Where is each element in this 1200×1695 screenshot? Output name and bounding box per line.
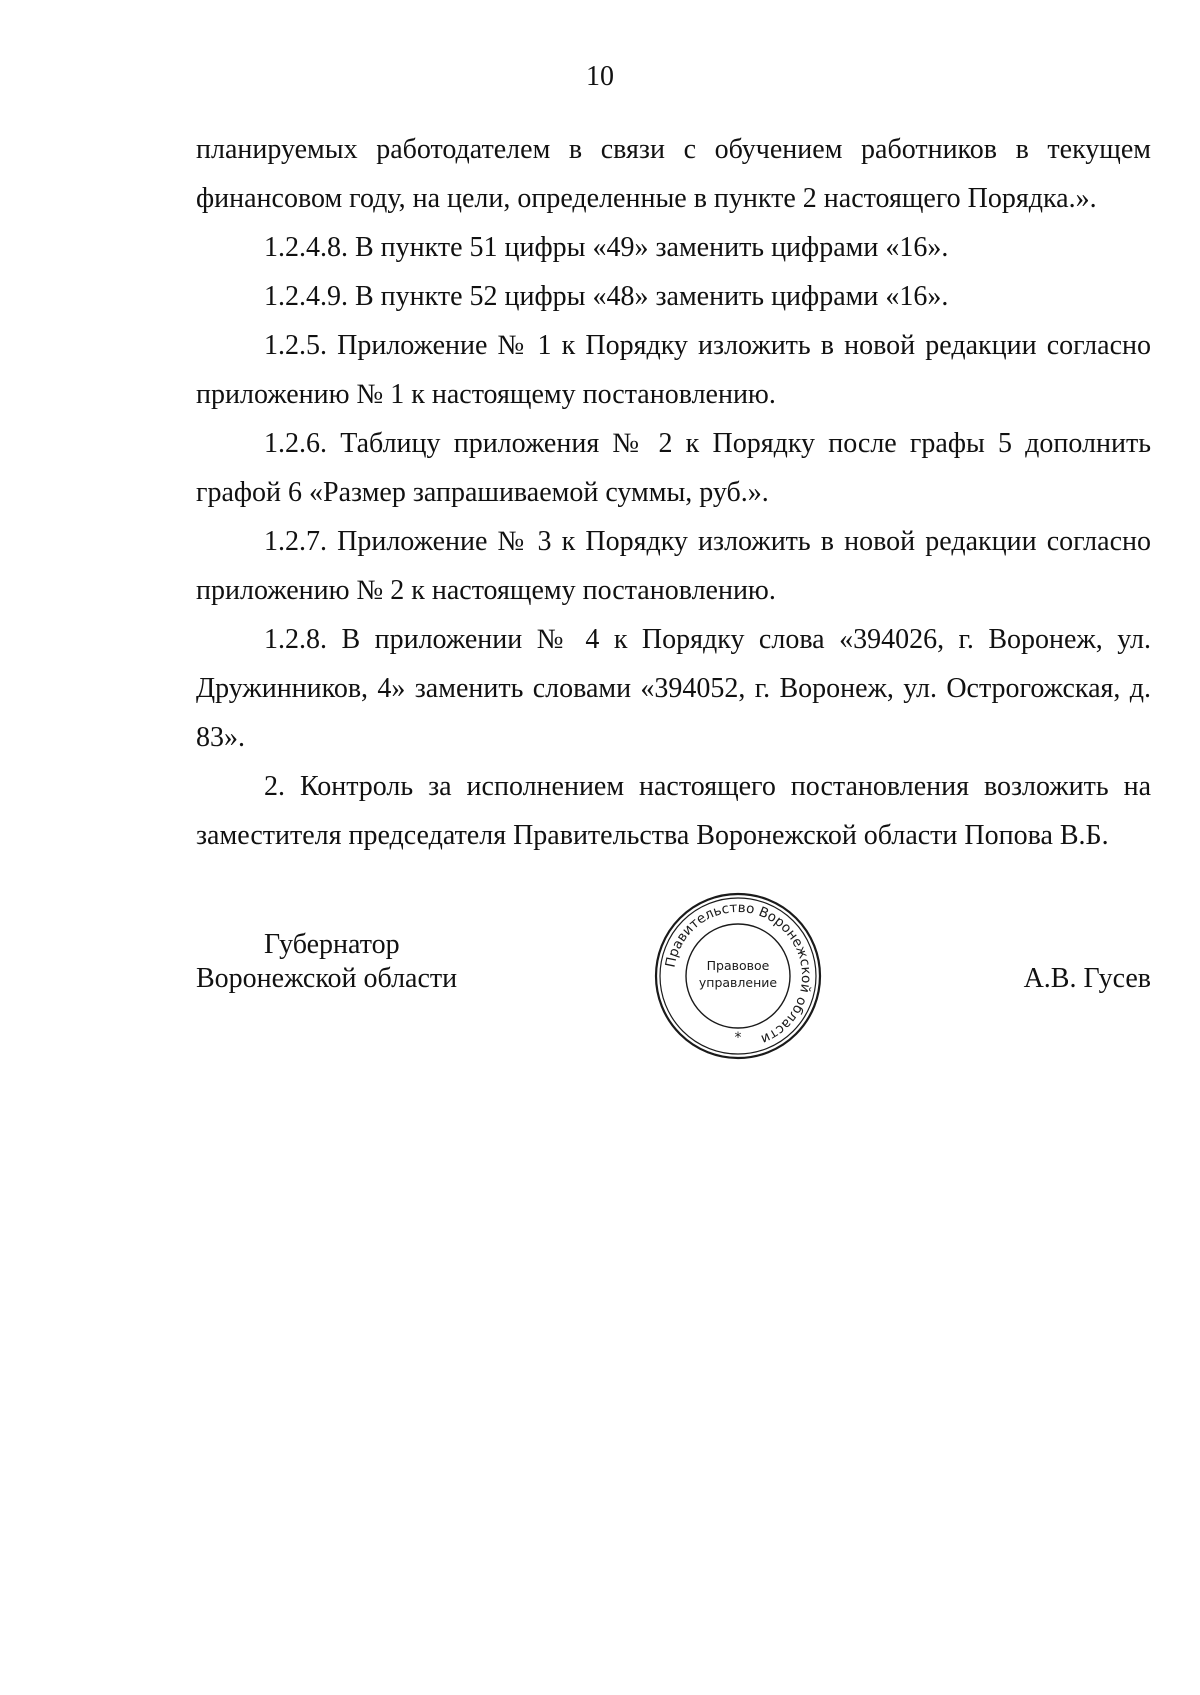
stamp-inner-line2: управление xyxy=(698,975,778,990)
document-body xyxy=(196,125,1151,860)
paragraph-1-2-4-9: 1.2.4.9. В пункте 52 цифры «48» заменить цифрами «16». xyxy=(264,281,949,312)
signer-name: А.В. Гусев xyxy=(1023,963,1151,994)
stamp-inner-line1: Правовое xyxy=(706,958,770,973)
official-stamp xyxy=(652,890,824,1062)
stamp-seal-graphic xyxy=(652,890,824,1062)
paragraph-1-2-6: 1.2.6. Таблицу приложения № 2 к Порядку после графы 5 дополнить графой 6 «Размер запрашиваемой суммы, руб.». xyxy=(196,428,1151,508)
stamp-outer-text: Правительство Воронежской области xyxy=(662,899,815,1048)
signatory-title xyxy=(196,928,516,996)
paragraph-continuation: планируемых работодателем в связи с обучением работников в текущем финансовом году, на цели, определенные в пункте 2 настоящего Порядка.». xyxy=(196,134,1151,214)
signatory-title-line2: Воронежской области xyxy=(196,963,458,994)
stamp-star-icon: * xyxy=(734,1030,742,1046)
paragraph-1-2-7: 1.2.7. Приложение № 3 к Порядку изложить в новой редакции согласно приложению № 2 к настоящему постановлению. xyxy=(196,526,1151,606)
paragraph-1-2-4-8: 1.2.4.8. В пункте 51 цифры «49» заменить цифрами «16». xyxy=(264,232,949,263)
paragraph-2-control: 2. Контроль за исполнением настоящего постановления возложить на заместителя председателя Правительства Воронежской области Попова В.Б. xyxy=(196,771,1151,851)
paragraph-1-2-8: 1.2.8. В приложении № 4 к Порядку слова «394026, г. Воронеж, ул. Дружинников, 4» заменить словами «394052, г. Воронеж, ул. Острогожская, д. 83». xyxy=(196,624,1151,753)
paragraph-1-2-5: 1.2.5. Приложение № 1 к Порядку изложить в новой редакции согласно приложению № 1 к настоящему постановлению. xyxy=(196,330,1151,410)
page-number: 10 xyxy=(586,61,614,92)
signatory-title-line1: Губернатор xyxy=(264,929,400,960)
